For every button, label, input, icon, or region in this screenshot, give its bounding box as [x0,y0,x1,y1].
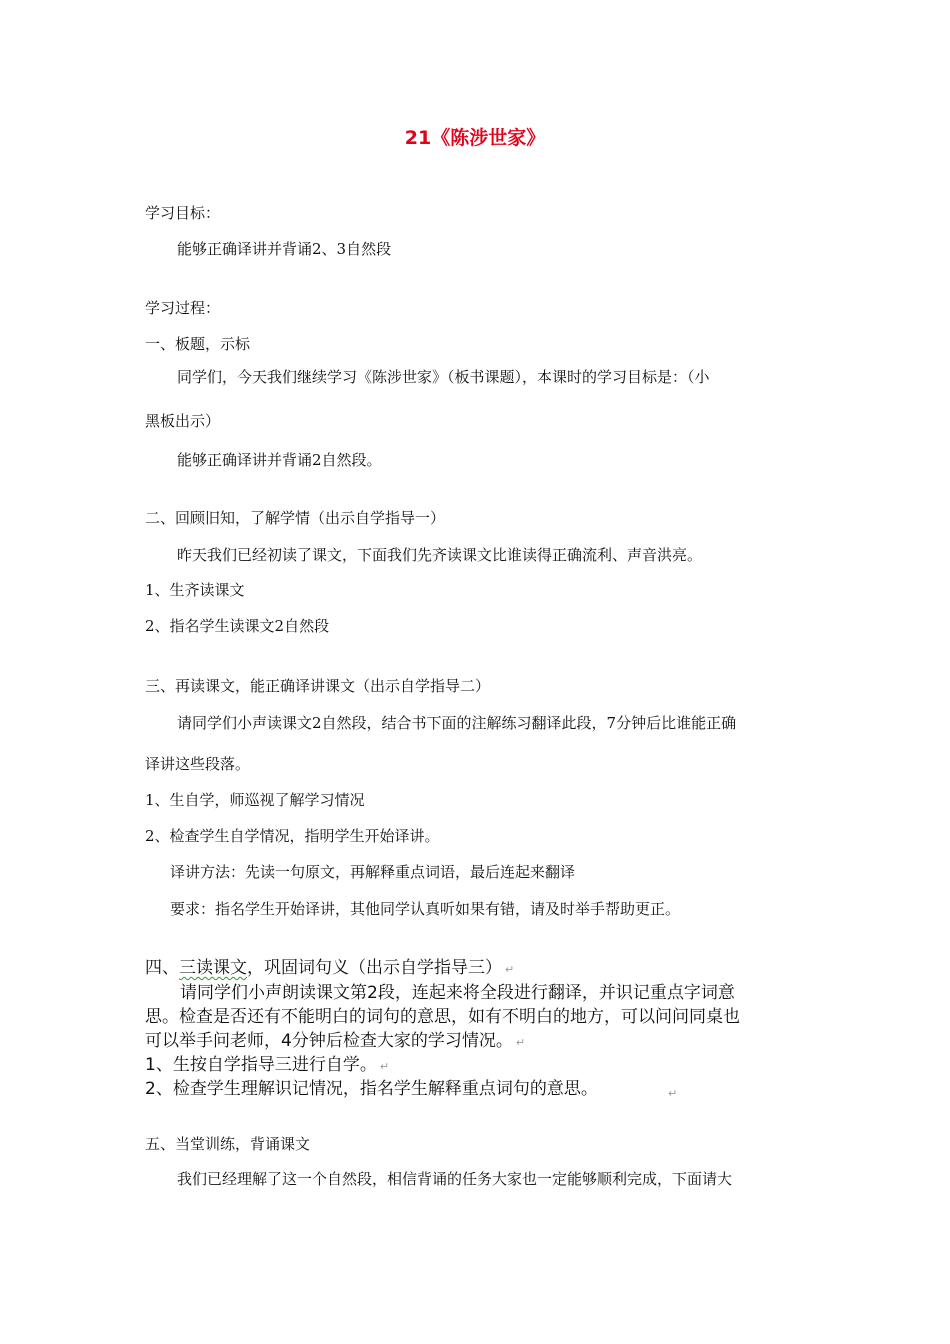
section-1-paragraph-line-2: 黑板出示） [145,412,221,430]
section-4-item-1 [145,1054,389,1078]
section-4-heading [145,957,514,981]
section-4-item-1-text: 1、生按自学指导三进行自学。 [145,1055,377,1075]
section-3-item-2: 2、检查学生自学情况，指明学生开始译讲。 [145,827,440,845]
section-4-paragraph-line-3-text: 可以举手问老师，4分钟后检查大家的学习情况。 [145,1031,513,1051]
section-3-method: 译讲方法：先读一句原文，再解释重点词语，最后连起来翻译 [170,863,576,881]
section-2-paragraph: 昨天我们已经初读了课文，下面我们先齐读课文比谁读得正确流利、声音洪亮。 [177,546,703,564]
paragraph-mark-icon: ↵ [505,963,515,976]
section-3-item-1: 1、生自学，师巡视了解学习情况 [145,791,365,809]
goals-text: 能够正确译讲并背诵2、3自然段 [177,240,392,258]
section-1-goal: 能够正确译讲并背诵2自然段。 [177,451,382,469]
section-3-paragraph-line-2: 译讲这些段落。 [145,755,251,773]
paragraph-mark-icon: ↵ [668,1087,678,1100]
section-4-heading-rest: ，巩固词句义（出示自学指导三） [247,958,502,978]
section-2-item-2: 2、指名学生读课文2自然段 [145,617,330,635]
section-4-paragraph-line-3 [145,1030,525,1054]
goals-heading: 学习目标： [145,204,221,222]
section-1-paragraph-line-1: 同学们，今天我们继续学习《陈涉世家》（板书课题），本课时的学习目标是：（小 [177,368,710,386]
section-5-paragraph: 我们已经理解了这一个自然段，相信背诵的任务大家也一定能够顺利完成，下面请大 [177,1170,733,1188]
section-2-item-1: 1、生齐读课文 [145,581,245,599]
paragraph-mark-icon: ↵ [515,1036,526,1049]
section-3-heading: 三、再读课文，能正确译讲课文（出示自学指导二） [145,677,491,695]
paragraph-mark-icon: ↵ [379,1060,390,1073]
section-1-heading: 一、板题，示标 [145,335,251,353]
section-5-heading: 五、当堂训练，背诵课文 [145,1135,311,1153]
section-4-item-2: 2、检查学生理解识记情况，指名学生解释重点词句的意思。 [145,1079,598,1099]
document-title: 21《陈涉世家》 [404,127,546,149]
section-4-paragraph-line-1: 请同学们小声朗读课文第2段，连起来将全段进行翻译，并识记重点字词意 [180,983,735,1003]
section-4-heading-underlined: 三读课文 [179,958,247,978]
section-4-paragraph-line-2: 思。检查是否还有不能明白的词句的意思，如有不明白的地方，可以问问同桌也 [145,1007,740,1027]
section-3-paragraph-line-1: 请同学们小声读课文2自然段，结合书下面的注解练习翻译此段，7分钟后比谁能正确 [177,714,737,732]
process-heading: 学习过程： [145,299,221,317]
section-2-heading: 二、回顾旧知，了解学情（出示自学指导一） [145,509,446,527]
section-3-requirement: 要求：指名学生开始译讲，其他同学认真听如果有错，请及时举手帮助更正。 [170,900,681,918]
section-4-heading-number: 四、 [145,958,179,978]
